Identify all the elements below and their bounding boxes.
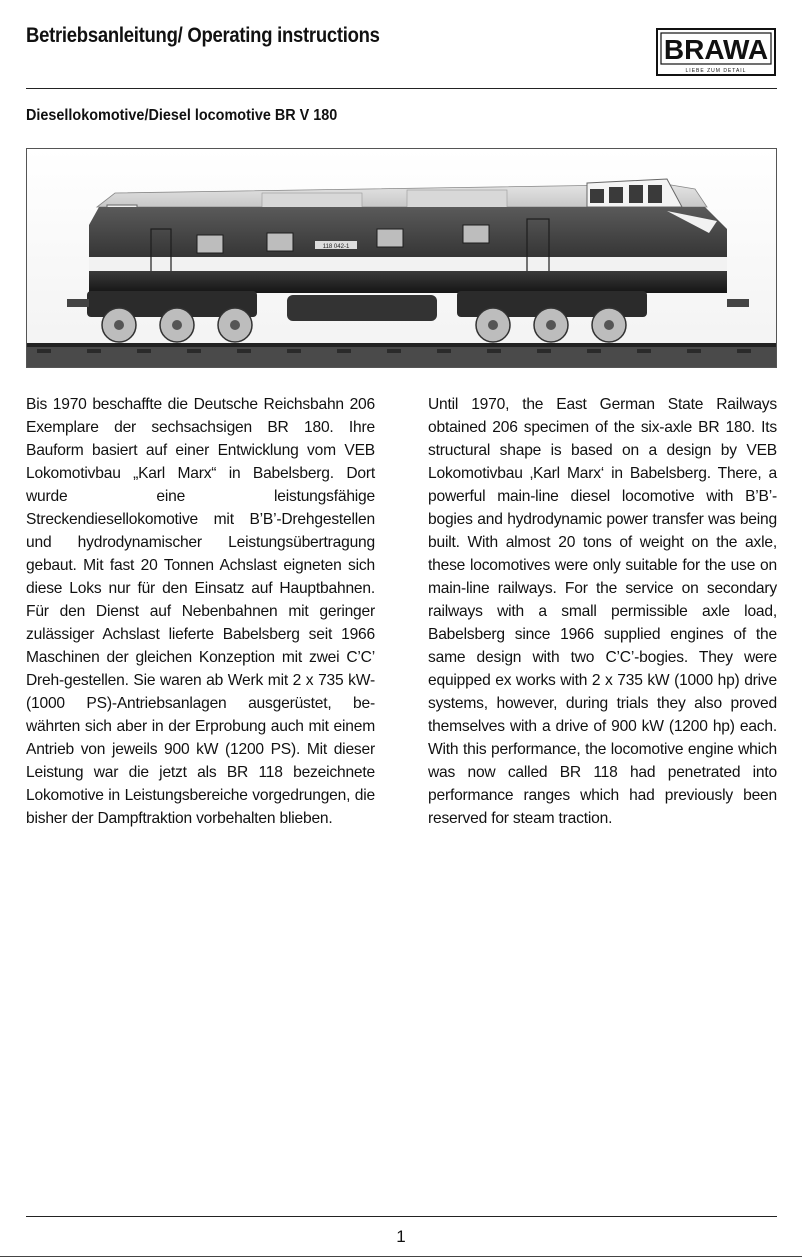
- document-title: Betriebsanleitung/ Operating instructions: [26, 24, 380, 47]
- loco-number-plate: 118 042-1: [322, 244, 350, 250]
- english-description: Until 1970, the East German State Railways obtained 206 specimen of the six-axle BR 180. Its structural shape is based on a design by VEB Lokomotivbau ‚Karl Marx‘ in Babelsberg. There, a powerful main-line diesel locomotive with B’B’-bogies and hydrodynamic power transfer was being built. With almost 20 tons of weight on the axle, these locomotives were only suitable for the use on main-line railways. For the service on secondary railways with a small permissible axle load, Babelsberg since 1966 supplied engines of the same design with two C’C’-bogies. They were equipped ex works with 2 x 735 kW (1000 hp) drive systems, however, during trials they also proved themselves with a drive of 900 kW (1200 hp) each. With this performance, the locomotive engine which was now called BR 118 had penetrated into performance ranges which had previously been reserved for steam traction.: [428, 396, 777, 827]
- footer-rule: [26, 1216, 777, 1217]
- brand-name: BRAWA: [663, 34, 769, 65]
- locomotive-photo: [26, 148, 777, 368]
- product-subtitle: Diesellokomotive/Diesel locomotive BR V 180: [26, 107, 338, 124]
- diesel-locomotive-icon: [27, 149, 777, 368]
- brawa-logo: [656, 28, 776, 76]
- brand-tagline: LIEBE ZUM DETAIL: [685, 68, 747, 74]
- german-description: Bis 1970 beschaffte die Deutsche Reichsbahn 206 Exemplare der sechsachsigen BR 180. Ihre Bauform basiert auf einer Entwicklung vom VEB Lokomotivbau „Karl Marx“ in Babelsberg. Dort wurde eine leistungsfähige Streckendiesellokomotive mit B’B’-Drehgestellen und hydrodynamischer Leistungsübertragung gebaut. Mit fast 20 Tonnen Achslast eigneten sich diese Loks nur für den Einsatz auf Hauptbahnen. Für den Dienst auf Nebenbahnen mit geringer zulässiger Achslast lieferte Babelsberg seit 1966 Maschinen der gleichen Konzeption mit zwei C’C’ Dreh-gestellen. Sie waren ab Werk mit 2 x 735 kW-(1000 PS)-Antriebsanlagen ausgerüstet, be-währten sich aber in der Erprobung auch mit einem Antrieb von jeweils 900 kW (1200 PS). Mit dieser Leistung war die jetzt als BR 118 bezeichnete Lokomotive in Leistungsbereiche vorgedrungen, die bisher der Dampftraktion vorbehalten blieben.: [26, 396, 375, 827]
- header-rule: [26, 88, 777, 89]
- page-number: 1: [396, 1227, 406, 1246]
- page-edge-rule: [0, 1256, 802, 1257]
